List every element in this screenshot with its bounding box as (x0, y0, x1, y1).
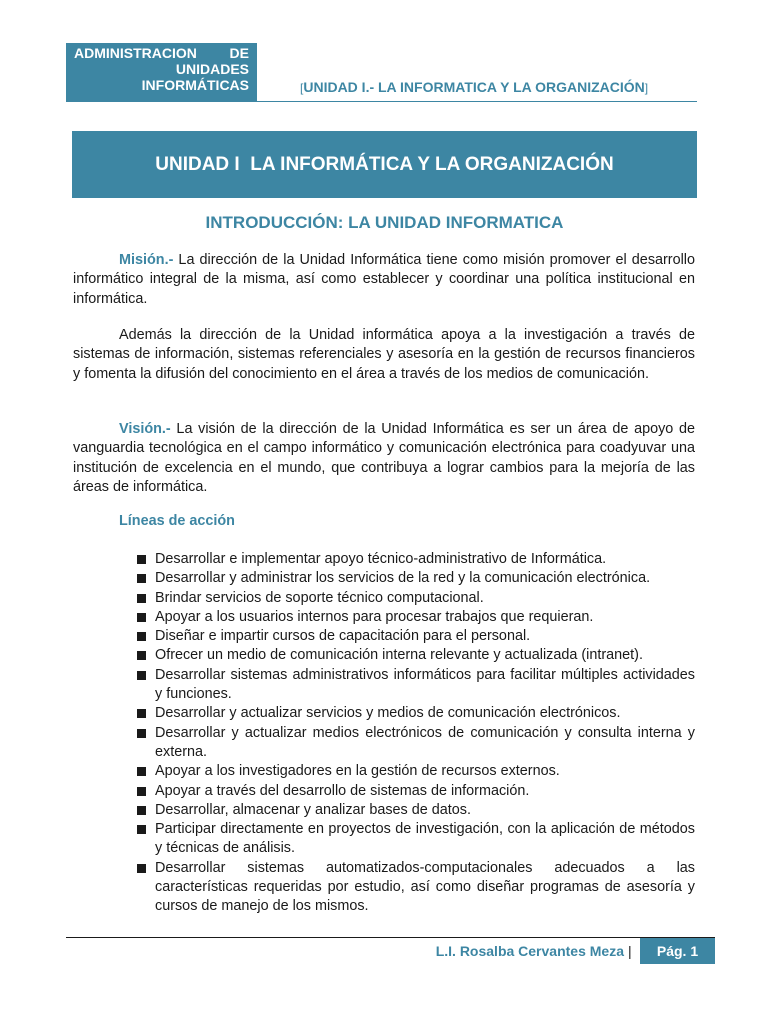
section-subtitle: INTRODUCCIÓN: LA UNIDAD INFORMATICA (205, 213, 564, 232)
footer-divider (66, 937, 715, 938)
list-item: Desarrollar y actualizar medios electrónicos de comunicación y consulta interna y externa. (137, 724, 695, 763)
bullet-square-icon (137, 729, 146, 738)
bullet-square-icon (137, 864, 146, 873)
list-item: Apoyar a través del desarrollo de sistemas de información. (137, 782, 695, 801)
vision-lead: Visión.- (119, 421, 171, 437)
vision-text: La visión de la dirección de la Unidad Informática es ser un área de apoyo de vanguardia tecnológica en el campo informático y comunicación electrónica para coadyuvar una institución de excelencia en el mundo, que contribuya a lograr cambios para la mejoría de las áreas de informática. (73, 421, 695, 495)
list-item: Participar directamente en proyectos de investigación, con la aplicación de métodos y técnicas de análisis. (137, 820, 695, 859)
list-item: Desarrollar sistemas automatizados-computacionales adecuados a las características requeridas por estudio, así como diseñar programas de asesoría y cursos de manejo de los mismos. (137, 859, 695, 917)
list-item: Desarrollar e implementar apoyo técnico-administrativo de Informática. (137, 550, 695, 569)
bullet-square-icon (137, 825, 146, 834)
running-header (300, 79, 648, 95)
vision-paragraph (73, 420, 695, 497)
course-title-line-3: INFORMÁTICAS (141, 77, 249, 93)
course-title-line-2: UNIDADES (175, 61, 249, 77)
list-item: Diseñar e impartir cursos de capacitación para el personal. (137, 627, 695, 646)
list-item: Ofrecer un medio de comunicación interna relevante y actualizada (intranet). (137, 646, 695, 665)
footer-author: L.I. Rosalba Cervantes Meza (435, 943, 624, 959)
list-item: Apoyar a los usuarios internos para procesar trabajos que requieran. (137, 608, 695, 627)
running-header-label: UNIDAD I.- LA INFORMATICA Y LA ORGANIZACIÓN (303, 79, 645, 95)
page-number-badge: Pág. 1 (640, 938, 715, 964)
ademas-text: Además la dirección de la Unidad informática apoya a la investigación a través de sistemas de información, sistemas referenciales y asesoría en la gestión de recursos financieros y fomenta la difusión del conocimiento en el área a través de los medios de comunicación. (73, 327, 695, 382)
list-item: Desarrollar y actualizar servicios y medios de comunicación electrónicos. (137, 704, 695, 723)
header-divider (66, 101, 697, 102)
bullet-square-icon (137, 806, 146, 815)
bullet-square-icon (137, 555, 146, 564)
list-item: Brindar servicios de soporte técnico computacional. (137, 589, 695, 608)
list-item: Desarrollar, almacenar y analizar bases de datos. (137, 801, 695, 820)
bullet-square-icon (137, 651, 146, 660)
ademas-paragraph (73, 326, 695, 384)
list-item: Desarrollar y administrar los servicios de la red y la comunicación electrónica. (137, 569, 695, 588)
lineas-list (137, 550, 695, 917)
bullet-square-icon (137, 671, 146, 680)
bullet-square-icon (137, 787, 146, 796)
lineas-heading: Líneas de acción (119, 513, 235, 529)
bullet-square-icon (137, 767, 146, 776)
bullet-square-icon (137, 632, 146, 641)
mision-paragraph (73, 251, 695, 309)
list-item: Desarrollar sistemas administrativos informáticos para facilitar múltiples actividades y funciones. (137, 666, 695, 705)
course-title-line-1: ADMINISTRACION DE (74, 45, 249, 61)
course-title-box (66, 43, 257, 102)
unit-title: UNIDAD I LA INFORMÁTICA Y LA ORGANIZACIÓN (72, 131, 697, 198)
bullet-square-icon (137, 613, 146, 622)
bullet-square-icon (137, 709, 146, 718)
bracket-close: ] (644, 81, 649, 95)
bullet-square-icon (137, 574, 146, 583)
mision-lead: Misión.- (119, 252, 174, 268)
mision-text: La dirección de la Unidad Informática tiene como misión promover el desarrollo informático integral de la misma, así como establecer y coordinar una política institucional en informática. (73, 252, 695, 307)
footer-separator: | (628, 943, 632, 959)
bullet-square-icon (137, 594, 146, 603)
list-item: Apoyar a los investigadores en la gestión de recursos externos. (137, 762, 695, 781)
bracket-open: [ (300, 81, 304, 95)
